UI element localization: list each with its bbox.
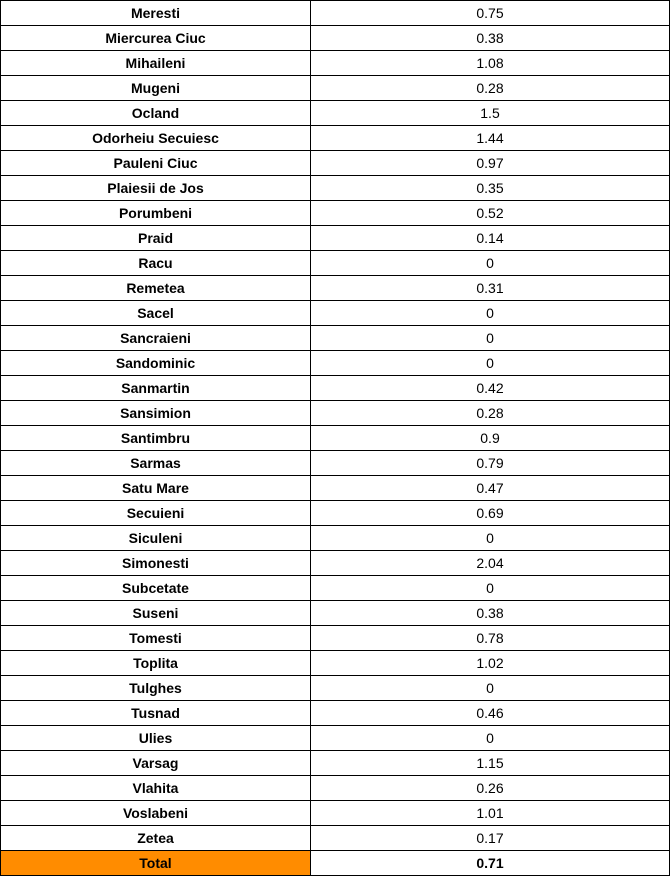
value-cell: 0: [311, 301, 670, 326]
locality-name-cell: Praid: [1, 226, 311, 251]
total-row: [1, 851, 670, 876]
table-row: [1, 501, 670, 526]
value-cell: 1.5: [311, 101, 670, 126]
value-cell: 0: [311, 676, 670, 701]
locality-name-cell: Zetea: [1, 826, 311, 851]
locality-name-cell: Santimbru: [1, 426, 311, 451]
table-row: [1, 576, 670, 601]
value-cell: 0.46: [311, 701, 670, 726]
locality-name-cell: Satu Mare: [1, 476, 311, 501]
table-body: [1, 1, 670, 851]
locality-name-cell: Sarmas: [1, 451, 311, 476]
value-cell: 0.9: [311, 426, 670, 451]
locality-name-cell: Sacel: [1, 301, 311, 326]
value-cell: 0: [311, 251, 670, 276]
value-cell: 0.52: [311, 201, 670, 226]
locality-name-cell: Secuieni: [1, 501, 311, 526]
value-cell: 2.04: [311, 551, 670, 576]
locality-name-cell: Sancraieni: [1, 326, 311, 351]
table-row: [1, 701, 670, 726]
value-cell: 0.14: [311, 226, 670, 251]
table-row: [1, 801, 670, 826]
locality-name-cell: Porumbeni: [1, 201, 311, 226]
locality-name-cell: Odorheiu Secuiesc: [1, 126, 311, 151]
value-cell: 0: [311, 726, 670, 751]
locality-name-cell: Plaiesii de Jos: [1, 176, 311, 201]
locality-name-cell: Ocland: [1, 101, 311, 126]
table-row: [1, 151, 670, 176]
value-cell: 0: [311, 576, 670, 601]
locality-name-cell: Tulghes: [1, 676, 311, 701]
table-row: [1, 276, 670, 301]
locality-name-cell: Vlahita: [1, 776, 311, 801]
locality-name-cell: Meresti: [1, 1, 311, 26]
table-row: [1, 826, 670, 851]
table-row: [1, 301, 670, 326]
table-row: [1, 776, 670, 801]
locality-name-cell: Sandominic: [1, 351, 311, 376]
table-row: [1, 201, 670, 226]
locality-name-cell: Simonesti: [1, 551, 311, 576]
value-cell: 1.01: [311, 801, 670, 826]
table-row: [1, 226, 670, 251]
value-cell: 0.26: [311, 776, 670, 801]
locality-name-cell: Remetea: [1, 276, 311, 301]
locality-name-cell: Sansimion: [1, 401, 311, 426]
table-row: [1, 401, 670, 426]
table-row: [1, 101, 670, 126]
locality-name-cell: Toplita: [1, 651, 311, 676]
table-row: [1, 676, 670, 701]
locality-name-cell: Mugeni: [1, 76, 311, 101]
value-cell: 0.31: [311, 276, 670, 301]
locality-name-cell: Ulies: [1, 726, 311, 751]
table-row: [1, 376, 670, 401]
value-cell: 0.97: [311, 151, 670, 176]
value-cell: 1.44: [311, 126, 670, 151]
locality-name-cell: Miercurea Ciuc: [1, 26, 311, 51]
locality-name-cell: Tomesti: [1, 626, 311, 651]
value-cell: 1.02: [311, 651, 670, 676]
table-row: [1, 51, 670, 76]
table-row: [1, 426, 670, 451]
value-cell: 0.35: [311, 176, 670, 201]
locality-name-cell: Varsag: [1, 751, 311, 776]
value-cell: 0: [311, 326, 670, 351]
locality-name-cell: Racu: [1, 251, 311, 276]
value-cell: 0: [311, 351, 670, 376]
value-cell: 0.79: [311, 451, 670, 476]
table-row: [1, 176, 670, 201]
table-row: [1, 476, 670, 501]
value-cell: 1.15: [311, 751, 670, 776]
table-row: [1, 626, 670, 651]
value-cell: 0.38: [311, 601, 670, 626]
table-row: [1, 651, 670, 676]
value-cell: 0.38: [311, 26, 670, 51]
table-row: [1, 326, 670, 351]
locality-name-cell: Mihaileni: [1, 51, 311, 76]
value-cell: 0.17: [311, 826, 670, 851]
locality-name-cell: Sanmartin: [1, 376, 311, 401]
value-cell: 0: [311, 526, 670, 551]
table-row: [1, 526, 670, 551]
value-cell: 0.28: [311, 76, 670, 101]
value-cell: 0.47: [311, 476, 670, 501]
locality-name-cell: Voslabeni: [1, 801, 311, 826]
total-label: Total: [1, 851, 311, 876]
table-row: [1, 76, 670, 101]
table-row: [1, 551, 670, 576]
table-row: [1, 726, 670, 751]
value-cell: 0.28: [311, 401, 670, 426]
table-row: [1, 126, 670, 151]
value-cell: 0.75: [311, 1, 670, 26]
table-row: [1, 26, 670, 51]
table-row: [1, 351, 670, 376]
table-row: [1, 451, 670, 476]
locality-name-cell: Pauleni Ciuc: [1, 151, 311, 176]
locality-name-cell: Subcetate: [1, 576, 311, 601]
locality-name-cell: Tusnad: [1, 701, 311, 726]
table-row: [1, 1, 670, 26]
value-cell: 0.69: [311, 501, 670, 526]
value-cell: 0.42: [311, 376, 670, 401]
value-cell: 0.78: [311, 626, 670, 651]
locality-name-cell: Siculeni: [1, 526, 311, 551]
total-value: 0.71: [311, 851, 670, 876]
table-row: [1, 251, 670, 276]
table-row: [1, 601, 670, 626]
table-row: [1, 751, 670, 776]
locality-name-cell: Suseni: [1, 601, 311, 626]
value-cell: 1.08: [311, 51, 670, 76]
